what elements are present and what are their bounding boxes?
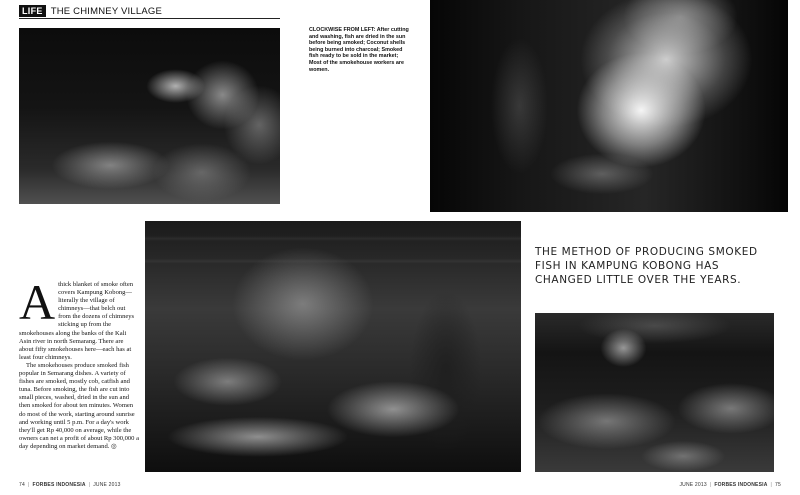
end-mark: ◎	[111, 442, 117, 450]
pull-quote: THE METHOD OF PRODUCING SMOKED FISH IN KAMPUNG KOBONG HAS CHANGED LITTLE OVER THE YEARS.	[535, 246, 758, 286]
paragraph-2-text: The smokehouses produce smoked fish popular in Semarang dishes. A variety of fishes are smoked, mostly cob, catfish and tuna. Before smoking, the fish are cut into small pieces, washed, dried in the sun and then smoked for about ten minutes. Women do most of the work, starting around sunrise and working until 5 p.m. For a day's work they'll get Rp 40,000 on average, while the owners can net a profit of about Rp 300,000 a day depending on market demand.	[19, 361, 139, 450]
paragraph-1-text: thick blanket of smoke often covers Kampung Kobong—literally the village of chimneys—that belch out from the dozens of chimneys sticking up from the smokehouses along the banks of the Kali Asin river in north Semarang. There are about fifty smokehouses here—each has at least four chimneys.	[19, 281, 135, 361]
page-number-right: 75	[775, 482, 781, 488]
footer-left: 74 | FORBES INDONESIA | JUNE 2013	[19, 482, 121, 488]
footer-date-right: JUNE 2013	[679, 482, 707, 488]
footer-date-left: JUNE 2013	[93, 482, 121, 488]
footer-right: JUNE 2013 | FORBES INDONESIA | 75	[679, 482, 781, 488]
photo-smoke-charcoal	[430, 0, 788, 212]
article-body	[19, 274, 139, 451]
photo-fish-drying	[19, 28, 280, 204]
footer-publication-left: FORBES INDONESIA	[32, 482, 86, 488]
photo-smokehouse-interior	[145, 221, 521, 472]
article-paragraph-2	[19, 362, 139, 451]
page-number-left: 74	[19, 482, 25, 488]
photo-caption: CLOCKWISE FROM LEFT: After cutting and washing, fish are dried in the sun before being smoked; Coconut shells being burned into charcoal; Smoked fish ready to be sold in the market; Most of the smokehouse workers are women.	[309, 27, 409, 73]
section-title: THE CHIMNEY VILLAGE	[50, 5, 163, 17]
footer-publication-right: FORBES INDONESIA	[714, 482, 768, 488]
photo-smokehouse-worker	[535, 313, 774, 472]
drop-cap: A	[19, 274, 56, 330]
section-tag: LIFE	[19, 5, 46, 17]
section-header	[19, 4, 280, 19]
